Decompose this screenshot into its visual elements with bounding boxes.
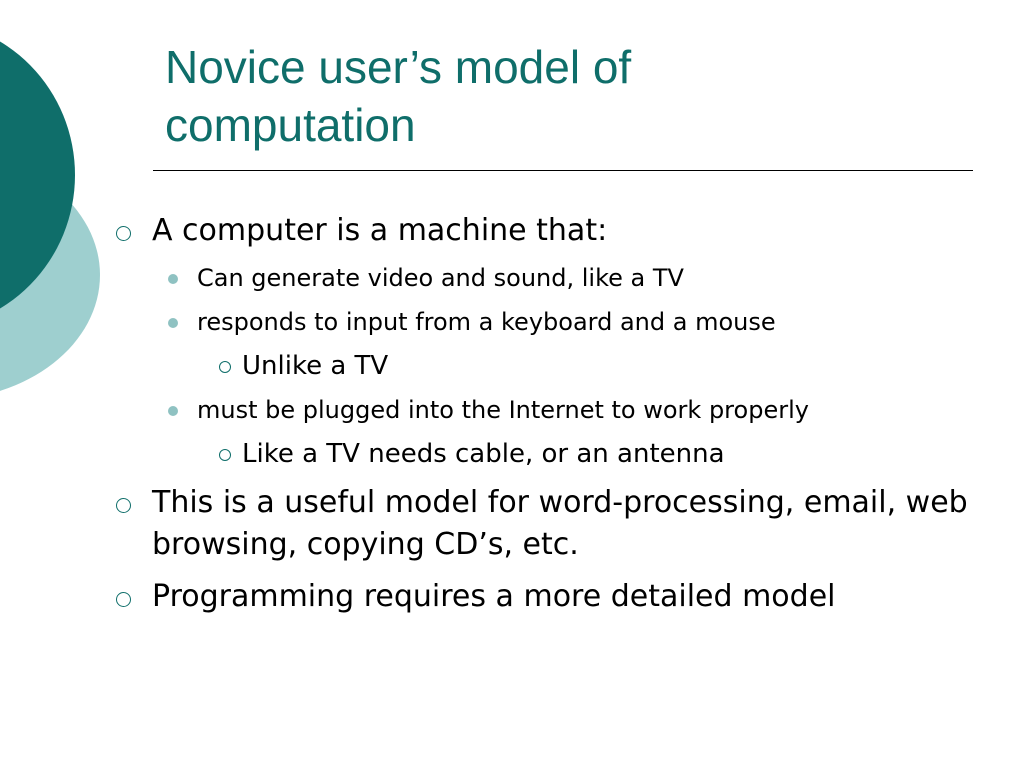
sub-bullet-item bbox=[110, 261, 970, 296]
ring-bullet-icon bbox=[219, 361, 231, 373]
ring-bullet-icon bbox=[116, 592, 131, 607]
ring-bullet-icon bbox=[219, 449, 231, 461]
dot-bullet-icon bbox=[168, 318, 178, 328]
sub-bullet-item bbox=[110, 305, 970, 340]
bullet-text: Programming requires a more detailed model bbox=[152, 579, 836, 614]
dot-bullet-icon bbox=[168, 274, 178, 284]
dot-bullet-icon bbox=[168, 406, 178, 416]
bullet-text: A computer is a machine that: bbox=[152, 213, 608, 248]
bullet-item bbox=[110, 576, 970, 618]
sub-sub-bullet-text: Unlike a TV bbox=[242, 351, 389, 381]
bullet-text: This is a useful model for word-processing, email, web browsing, copying CD’s, etc. bbox=[152, 485, 968, 562]
sub-sub-bullet-item bbox=[110, 348, 970, 384]
sub-sub-bullet-item bbox=[110, 436, 970, 472]
bullet-item bbox=[110, 482, 970, 566]
sub-bullet-item bbox=[110, 393, 970, 428]
bullet-list bbox=[110, 210, 970, 618]
sub-sub-bullet-text: Like a TV needs cable, or an antenna bbox=[242, 439, 725, 469]
ring-bullet-icon bbox=[116, 498, 131, 513]
title-divider bbox=[153, 170, 973, 171]
sub-bullet-text: responds to input from a keyboard and a mouse bbox=[197, 308, 776, 336]
sub-bullet-text: must be plugged into the Internet to work properly bbox=[197, 396, 809, 424]
slide-title: Novice user’s model of computation bbox=[165, 41, 632, 151]
sub-bullet-text: Can generate video and sound, like a TV bbox=[197, 264, 684, 292]
ring-bullet-icon bbox=[116, 226, 131, 241]
bullet-item bbox=[110, 210, 970, 252]
